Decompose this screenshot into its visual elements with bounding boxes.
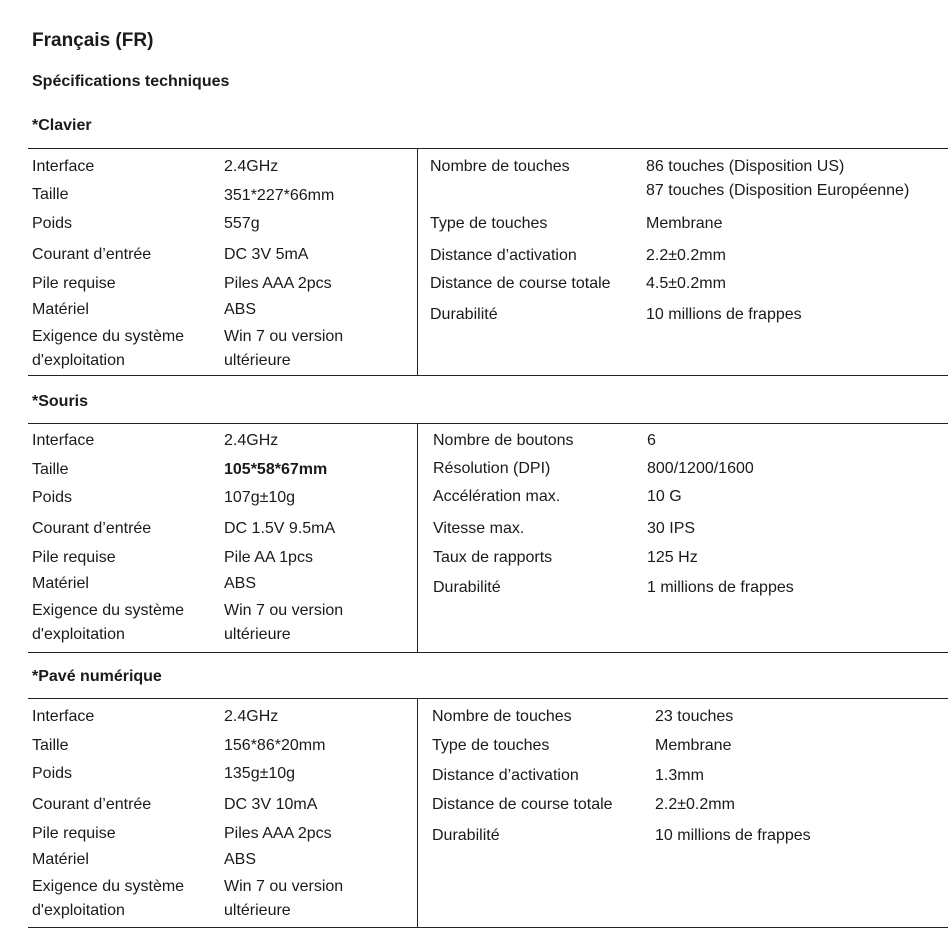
spec-label: Poids (32, 765, 73, 782)
column-divider (417, 699, 418, 927)
spec-value: ultérieure (224, 352, 291, 369)
numpad-section-title: *Pavé numérique (32, 668, 162, 685)
spec-value: 2.2±0.2mm (655, 796, 735, 813)
spec-value: 10 millions de frappes (646, 306, 802, 323)
spec-value: Membrane (646, 215, 723, 232)
spec-value: 2.2±0.2mm (646, 247, 726, 264)
spec-value: DC 3V 10mA (224, 796, 318, 813)
spec-value: 86 touches (Disposition US) (646, 158, 845, 175)
spec-value: 2.4GHz (224, 708, 279, 725)
spec-value: ultérieure (224, 902, 291, 919)
spec-label: Distance d’activation (430, 247, 577, 264)
spec-value: 1 millions de frappes (647, 579, 794, 596)
spec-label: Distance de course totale (432, 796, 613, 813)
spec-value: Piles AAA 2pcs (224, 825, 332, 842)
spec-value: DC 3V 5mA (224, 246, 309, 263)
spec-label: Taille (32, 737, 69, 754)
spec-label: Distance d’activation (432, 767, 579, 784)
spec-label: Taux de rapports (433, 549, 553, 566)
spec-label: Pile requise (32, 549, 116, 566)
spec-label: Poids (32, 215, 73, 232)
spec-label: Courant d’entrée (32, 796, 152, 813)
spec-value: 557g (224, 215, 260, 232)
spec-value: 1.3mm (655, 767, 704, 784)
keyboard-spec-table (28, 148, 948, 376)
keyboard-section-title: *Clavier (32, 117, 92, 134)
spec-label: d'exploitation (32, 352, 125, 369)
mouse-spec-table (28, 423, 948, 653)
spec-value: 6 (647, 432, 656, 449)
spec-label: Type de touches (430, 215, 548, 232)
spec-value: Win 7 ou version (224, 328, 344, 345)
spec-label: Nombre de touches (432, 708, 572, 725)
spec-label: Distance de course totale (430, 275, 611, 292)
spec-value: 2.4GHz (224, 158, 279, 175)
spec-label: Matériel (32, 575, 89, 592)
spec-label: Durabilité (430, 306, 498, 323)
spec-value: Win 7 ou version (224, 878, 344, 895)
column-divider (417, 149, 418, 375)
spec-label: Poids (32, 489, 73, 506)
spec-value: ABS (224, 851, 257, 868)
spec-label: Matériel (32, 851, 89, 868)
spec-label: Pile requise (32, 825, 116, 842)
spec-value: Pile AA 1pcs (224, 549, 313, 566)
spec-label: Interface (32, 432, 95, 449)
spec-value: Piles AAA 2pcs (224, 275, 332, 292)
spec-label: Exigence du système (32, 328, 185, 345)
spec-label: d'exploitation (32, 902, 125, 919)
spec-value: 135g±10g (224, 765, 296, 782)
spec-heading: Spécifications techniques (32, 73, 230, 90)
spec-label: Nombre de touches (430, 158, 570, 175)
spec-value: ultérieure (224, 626, 291, 643)
spec-value: 4.5±0.2mm (646, 275, 726, 292)
column-divider (417, 424, 418, 652)
spec-label: Courant d’entrée (32, 520, 152, 537)
spec-value: 30 IPS (647, 520, 696, 537)
spec-value: 107g±10g (224, 489, 296, 506)
spec-label: Accélération max. (433, 488, 561, 505)
spec-label: Résolution (DPI) (433, 460, 551, 477)
spec-label: Pile requise (32, 275, 116, 292)
spec-label: Exigence du système (32, 878, 185, 895)
spec-value: 156*86*20mm (224, 737, 326, 754)
spec-label: Nombre de boutons (433, 432, 574, 449)
spec-value: 125 Hz (647, 549, 698, 566)
spec-label: Courant d’entrée (32, 246, 152, 263)
spec-value: 87 touches (Disposition Européenne) (646, 182, 910, 199)
spec-label: Durabilité (433, 579, 501, 596)
spec-label: Vitesse max. (433, 520, 525, 537)
spec-label: Taille (32, 186, 69, 203)
spec-value: 800/1200/1600 (647, 460, 754, 477)
spec-label: Interface (32, 158, 95, 175)
spec-label: Matériel (32, 301, 89, 318)
spec-label: Interface (32, 708, 95, 725)
language-title: Français (FR) (32, 30, 154, 51)
spec-label: Durabilité (432, 827, 500, 844)
spec-value: 2.4GHz (224, 432, 279, 449)
spec-label: Exigence du système (32, 602, 185, 619)
spec-value: ABS (224, 301, 257, 318)
mouse-section-title: *Souris (32, 393, 89, 410)
spec-value: 351*227*66mm (224, 187, 335, 204)
spec-value: ABS (224, 575, 257, 592)
spec-value: 23 touches (655, 708, 734, 725)
spec-value: 10 G (647, 488, 682, 505)
spec-label: Taille (32, 461, 69, 478)
spec-label: d'exploitation (32, 626, 125, 643)
spec-label: Type de touches (432, 737, 550, 754)
spec-value: Win 7 ou version (224, 602, 344, 619)
numpad-spec-table (28, 698, 948, 928)
spec-value: 105*58*67mm (224, 461, 328, 478)
spec-value: DC 1.5V 9.5mA (224, 520, 336, 537)
spec-value: Membrane (655, 737, 732, 754)
spec-value: 10 millions de frappes (655, 827, 811, 844)
